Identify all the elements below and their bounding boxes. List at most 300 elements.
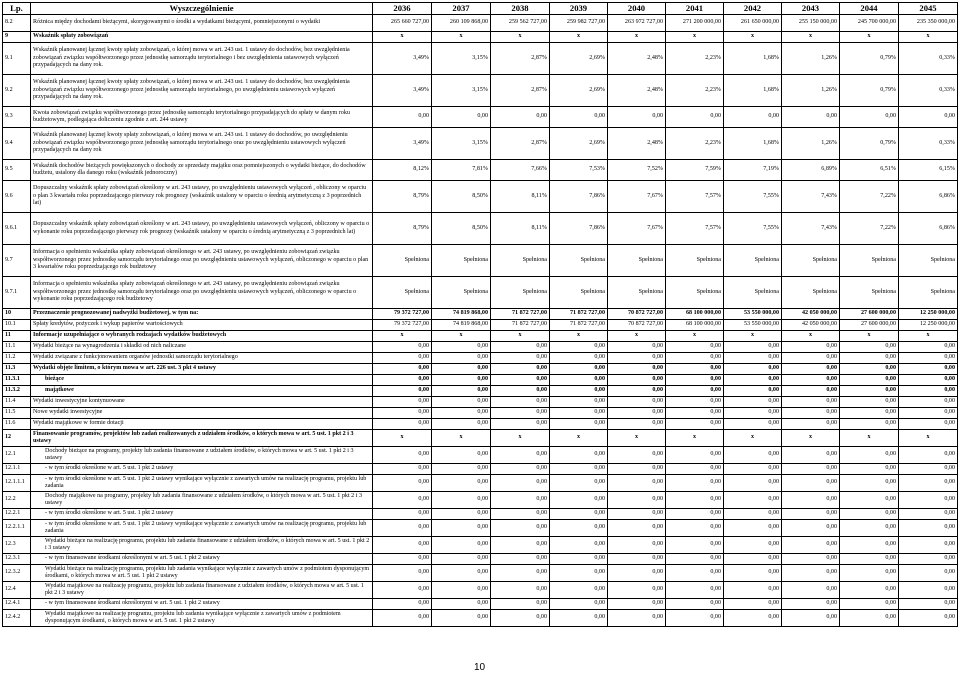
table-row bbox=[3, 520, 958, 537]
value-cell: 0,00 bbox=[550, 509, 608, 520]
value-cell: x bbox=[373, 32, 432, 43]
value-cell: 7,43% bbox=[782, 181, 840, 213]
value-cell: x bbox=[608, 331, 666, 342]
value-cell: 0,79% bbox=[840, 128, 899, 160]
value-cell: 74 819 868,00 bbox=[432, 320, 491, 331]
value-cell: 0,00 bbox=[432, 107, 491, 128]
value-cell: 0,00 bbox=[666, 375, 724, 386]
value-cell: 0,00 bbox=[899, 408, 958, 419]
value-cell: 0,00 bbox=[432, 475, 491, 492]
row-description: Spłaty kredytów, pożyczek i wykup papierów wartościowych bbox=[31, 320, 373, 331]
value-cell: 0,00 bbox=[724, 492, 782, 509]
row-description: bieżące bbox=[31, 375, 373, 386]
value-cell: 0,00 bbox=[782, 408, 840, 419]
value-cell: 7,55% bbox=[724, 213, 782, 245]
value-cell: 3,15% bbox=[432, 128, 491, 160]
value-cell: 0,00 bbox=[899, 599, 958, 610]
value-cell: 42 050 000,00 bbox=[782, 320, 840, 331]
value-cell: 0,00 bbox=[373, 408, 432, 419]
value-cell: 0,00 bbox=[608, 375, 666, 386]
value-cell: 0,00 bbox=[899, 386, 958, 397]
value-cell: 0,00 bbox=[373, 565, 432, 582]
value-cell: x bbox=[608, 32, 666, 43]
column-header-lp: Lp. bbox=[3, 3, 31, 15]
table-row bbox=[3, 475, 958, 492]
value-cell: 0,00 bbox=[432, 582, 491, 599]
value-cell: 0,00 bbox=[724, 386, 782, 397]
value-cell: 0,00 bbox=[782, 520, 840, 537]
value-cell: 0,00 bbox=[550, 492, 608, 509]
value-cell: Spełniona bbox=[608, 245, 666, 277]
table-row bbox=[3, 160, 958, 181]
value-cell: 0,00 bbox=[550, 419, 608, 430]
row-number: 12.3.2 bbox=[3, 565, 31, 582]
value-cell: 0,00 bbox=[373, 464, 432, 475]
row-number: 12.1 bbox=[3, 447, 31, 464]
value-cell: 7,66% bbox=[491, 160, 550, 181]
value-cell: 1,68% bbox=[724, 75, 782, 107]
value-cell: 0,00 bbox=[899, 610, 958, 627]
value-cell: 0,00 bbox=[666, 447, 724, 464]
value-cell: 0,00 bbox=[724, 475, 782, 492]
value-cell: 0,00 bbox=[608, 107, 666, 128]
column-header-year: 2038 bbox=[491, 3, 550, 15]
row-description: majątkowe bbox=[31, 386, 373, 397]
value-cell: 0,00 bbox=[724, 582, 782, 599]
value-cell: 0,00 bbox=[550, 342, 608, 353]
value-cell: 0,00 bbox=[608, 520, 666, 537]
value-cell: Spełniona bbox=[491, 245, 550, 277]
table-row bbox=[3, 599, 958, 610]
row-description: Informacje uzupełniające o wybranych rodzajach wydatków budżetowych bbox=[31, 331, 373, 342]
value-cell: 0,00 bbox=[782, 342, 840, 353]
row-description: Wskaźnik dochodów bieżących powiększonych o dochody ze sprzedaży majątku oraz pomniejszonych o wydatki bieżące, do dochodów budżetu, ustalony dla danego roku (wskaźnik jednoroczny) bbox=[31, 160, 373, 181]
row-description: Wydatki majątkowe na realizację programu, projektu lub zadania wynikające wyłącznie z zawartych umów z podmiotem dysponującym środkami, o których mowa w art. 5 ust. 1 pkt 2 ustawy bbox=[31, 610, 373, 627]
value-cell: 0,00 bbox=[724, 397, 782, 408]
value-cell: Spełniona bbox=[432, 277, 491, 309]
value-cell: 235 350 000,00 bbox=[899, 15, 958, 32]
value-cell: 71 872 727,00 bbox=[550, 309, 608, 320]
table-row bbox=[3, 32, 958, 43]
row-description: Dopuszczalny wskaźnik spłaty zobowiązań określony w art. 243 ustawy, po uwzględnieniu ustawowych wyłączeń , obliczony w oparciu o plan 3 kwartału roku poprzedzającego pierwszy rok prognozy (wskaźnik ustalony w oparciu o średnią arytmetyczną z 3 poprzednich lat) bbox=[31, 181, 373, 213]
value-cell: 0,00 bbox=[724, 520, 782, 537]
value-cell: 0,00 bbox=[840, 375, 899, 386]
column-header-year: 2042 bbox=[724, 3, 782, 15]
row-description: Kwota zobowiązań związku współtworzonego przez jednostkę samorządu terytorialnego przypadających do spłaty w danym roku budżetowym, podlegająca doliczeniu zgodnie z art. 244 ustawy bbox=[31, 107, 373, 128]
value-cell: 0,00 bbox=[724, 464, 782, 475]
value-cell: 0,00 bbox=[373, 509, 432, 520]
value-cell: 3,15% bbox=[432, 75, 491, 107]
row-description: Wydatki objęte limitem, o którym mowa w art. 226 ust. 3 pkt 4 ustawy bbox=[31, 364, 373, 375]
value-cell: 0,00 bbox=[782, 537, 840, 554]
table-row bbox=[3, 386, 958, 397]
value-cell: 0,00 bbox=[373, 386, 432, 397]
value-cell: 0,00 bbox=[782, 610, 840, 627]
table-row bbox=[3, 213, 958, 245]
value-cell: 0,00 bbox=[550, 554, 608, 565]
value-cell: 2,69% bbox=[550, 75, 608, 107]
value-cell: Spełniona bbox=[373, 245, 432, 277]
value-cell: 6,89% bbox=[782, 160, 840, 181]
value-cell: x bbox=[432, 430, 491, 447]
value-cell: 0,00 bbox=[899, 509, 958, 520]
value-cell: x bbox=[550, 331, 608, 342]
row-description: - w tym finansowane środkami określonymi w art. 5 ust. 1 pkt 2 ustawy bbox=[31, 599, 373, 610]
value-cell: 0,00 bbox=[550, 599, 608, 610]
value-cell: 0,00 bbox=[840, 419, 899, 430]
value-cell: 0,00 bbox=[840, 386, 899, 397]
row-number: 11.3 bbox=[3, 364, 31, 375]
value-cell: 265 660 727,00 bbox=[373, 15, 432, 32]
column-header-description: Wyszczególnienie bbox=[31, 3, 373, 15]
value-cell: Spełniona bbox=[432, 245, 491, 277]
value-cell: 0,00 bbox=[666, 107, 724, 128]
row-description: - w tym środki określone w art. 5 ust. 1 pkt 2 ustawy wynikające wyłącznie z zawartych umów na realizację programu, projektu lub zadania bbox=[31, 475, 373, 492]
value-cell: Spełniona bbox=[491, 277, 550, 309]
value-cell: 0,00 bbox=[432, 375, 491, 386]
value-cell: 0,00 bbox=[373, 375, 432, 386]
value-cell: 0,00 bbox=[782, 397, 840, 408]
row-number: 10.1 bbox=[3, 320, 31, 331]
value-cell: 0,00 bbox=[666, 408, 724, 419]
table-row bbox=[3, 408, 958, 419]
value-cell: 0,00 bbox=[666, 475, 724, 492]
value-cell: 0,00 bbox=[608, 353, 666, 364]
value-cell: 0,00 bbox=[373, 364, 432, 375]
value-cell: 0,00 bbox=[491, 492, 550, 509]
table-row bbox=[3, 397, 958, 408]
value-cell: Spełniona bbox=[608, 277, 666, 309]
table-row bbox=[3, 277, 958, 309]
value-cell: 2,48% bbox=[608, 128, 666, 160]
value-cell: 0,00 bbox=[491, 537, 550, 554]
value-cell: 8,50% bbox=[432, 181, 491, 213]
row-number: 11.2 bbox=[3, 353, 31, 364]
row-description: Informacja o spełnieniu wskaźnika spłaty zobowiązań określonego w art. 243 ustawy, po uwzględnieniu zobowiązań związku współtworzonego przez jednostkę samorządu terytorialnego oraz po uwzględnieniu ustawowych wyłączeń, obliczonego w oparciu o plan 3 kwartałów roku poprzedzającego rok budżetowy bbox=[31, 245, 373, 277]
row-description: Wydatki majątkowe w formie dotacji bbox=[31, 419, 373, 430]
value-cell: 2,87% bbox=[491, 75, 550, 107]
row-description: - w tym środki określone w art. 5 ust. 1 pkt 2 ustawy bbox=[31, 464, 373, 475]
value-cell: 0,00 bbox=[724, 599, 782, 610]
value-cell: 0,00 bbox=[666, 565, 724, 582]
row-number: 11.5 bbox=[3, 408, 31, 419]
value-cell: 0,00 bbox=[899, 364, 958, 375]
row-description: - w tym finansowane środkami określonymi w art. 5 ust. 1 pkt 2 ustawy bbox=[31, 554, 373, 565]
value-cell: 0,00 bbox=[491, 475, 550, 492]
row-description: Wydatki majątkowe na realizację programu, projektu lub zadania finansowane z udziałem środków, o których mowa w art. 5 ust. 1 pkt 2 i 3 ustawy bbox=[31, 582, 373, 599]
value-cell: 0,00 bbox=[666, 610, 724, 627]
value-cell: 0,00 bbox=[899, 554, 958, 565]
value-cell: x bbox=[432, 32, 491, 43]
value-cell: 2,87% bbox=[491, 43, 550, 75]
value-cell: 71 872 727,00 bbox=[491, 320, 550, 331]
value-cell: 0,00 bbox=[550, 364, 608, 375]
value-cell: 0,00 bbox=[899, 397, 958, 408]
value-cell: 0,00 bbox=[782, 364, 840, 375]
row-description: Wskaźnik planowanej łącznej kwoty spłaty zobowiązań, o której mowa w art. 243 ust. 1 ustawy do dochodów, po uwzględnieniu zobowiązań związku współtworzonego przez jednostkę samorządu terytorialnego oraz po uwzględnieniu ustawowych wyłączeń przypadających na dany rok bbox=[31, 128, 373, 160]
value-cell: Spełniona bbox=[899, 245, 958, 277]
table-row bbox=[3, 309, 958, 320]
value-cell: 0,00 bbox=[840, 582, 899, 599]
value-cell: 0,00 bbox=[491, 386, 550, 397]
value-cell: 7,43% bbox=[782, 213, 840, 245]
table-row bbox=[3, 43, 958, 75]
value-cell: 0,00 bbox=[899, 419, 958, 430]
table-row bbox=[3, 464, 958, 475]
value-cell: 0,00 bbox=[666, 554, 724, 565]
value-cell: 260 109 868,00 bbox=[432, 15, 491, 32]
value-cell: 53 550 000,00 bbox=[724, 320, 782, 331]
row-description: Wydatki inwestycyjne kontynuowane bbox=[31, 397, 373, 408]
value-cell: 0,00 bbox=[724, 610, 782, 627]
value-cell: 8,79% bbox=[373, 213, 432, 245]
value-cell: 7,57% bbox=[666, 213, 724, 245]
value-cell: 0,00 bbox=[724, 537, 782, 554]
row-description: Dochody bieżące na programy, projekty lub zadania finansowane z udziałem środków, o których mowa w art. 5 ust. 1 pkt 2 i 3 ustawy bbox=[31, 447, 373, 464]
value-cell: Spełniona bbox=[724, 277, 782, 309]
value-cell: 0,00 bbox=[432, 509, 491, 520]
value-cell: 0,00 bbox=[840, 610, 899, 627]
table-row bbox=[3, 582, 958, 599]
row-number: 9 bbox=[3, 32, 31, 43]
value-cell: 0,00 bbox=[724, 342, 782, 353]
value-cell: 7,57% bbox=[666, 181, 724, 213]
value-cell: x bbox=[491, 32, 550, 43]
row-number: 9.6.1 bbox=[3, 213, 31, 245]
value-cell: 0,00 bbox=[899, 582, 958, 599]
value-cell: 0,00 bbox=[840, 537, 899, 554]
value-cell: 27 600 000,00 bbox=[840, 320, 899, 331]
value-cell: Spełniona bbox=[899, 277, 958, 309]
value-cell: 42 050 000,00 bbox=[782, 309, 840, 320]
value-cell: 7,52% bbox=[608, 160, 666, 181]
value-cell: 0,00 bbox=[432, 464, 491, 475]
value-cell: x bbox=[491, 331, 550, 342]
value-cell: 0,00 bbox=[840, 107, 899, 128]
row-number: 12.4.2 bbox=[3, 610, 31, 627]
value-cell: 0,00 bbox=[432, 364, 491, 375]
value-cell: 0,00 bbox=[608, 447, 666, 464]
value-cell: 0,00 bbox=[432, 397, 491, 408]
table-body bbox=[3, 15, 958, 627]
value-cell: 0,00 bbox=[724, 554, 782, 565]
value-cell: 0,00 bbox=[840, 364, 899, 375]
value-cell: 0,00 bbox=[782, 509, 840, 520]
value-cell: 79 372 727,00 bbox=[373, 309, 432, 320]
value-cell: 0,00 bbox=[724, 364, 782, 375]
value-cell: 0,00 bbox=[608, 342, 666, 353]
value-cell: 3,15% bbox=[432, 43, 491, 75]
value-cell: 0,00 bbox=[432, 408, 491, 419]
row-description: Wskaźnik spłaty zobowiązań bbox=[31, 32, 373, 43]
value-cell: 0,00 bbox=[608, 599, 666, 610]
value-cell: 0,00 bbox=[724, 353, 782, 364]
row-description: Różnica między dochodami bieżącymi, skorygowanymi o środki a wydatkami bieżącymi, pomniejszonymi o wydatki bbox=[31, 15, 373, 32]
table-row bbox=[3, 331, 958, 342]
value-cell: 0,00 bbox=[666, 492, 724, 509]
value-cell: 0,00 bbox=[840, 475, 899, 492]
value-cell: 261 650 000,00 bbox=[724, 15, 782, 32]
value-cell: 0,00 bbox=[432, 447, 491, 464]
value-cell: 0,00 bbox=[373, 397, 432, 408]
row-number: 9.2 bbox=[3, 75, 31, 107]
row-number: 12.3.1 bbox=[3, 554, 31, 565]
column-header-year: 2039 bbox=[550, 3, 608, 15]
value-cell: 2,48% bbox=[608, 43, 666, 75]
column-header-year: 2037 bbox=[432, 3, 491, 15]
value-cell: 70 872 727,00 bbox=[608, 309, 666, 320]
table-row bbox=[3, 537, 958, 554]
row-description: Finansowanie programów, projektów lub zadań realizowanych z udziałem środków, o których mowa w art. 5 ust. 1 pkt 2 i 3 ustawy bbox=[31, 430, 373, 447]
value-cell: 0,00 bbox=[608, 464, 666, 475]
value-cell: 263 972 727,00 bbox=[608, 15, 666, 32]
value-cell: 0,33% bbox=[899, 43, 958, 75]
column-header-year: 2036 bbox=[373, 3, 432, 15]
value-cell: x bbox=[432, 331, 491, 342]
value-cell: x bbox=[782, 32, 840, 43]
value-cell: Spełniona bbox=[550, 277, 608, 309]
row-description: Nowe wydatki inwestycyjne bbox=[31, 408, 373, 419]
value-cell: x bbox=[899, 32, 958, 43]
value-cell: 0,00 bbox=[550, 464, 608, 475]
value-cell: Spełniona bbox=[666, 245, 724, 277]
value-cell: 0,00 bbox=[840, 408, 899, 419]
value-cell: 0,79% bbox=[840, 75, 899, 107]
row-description: - w tym środki określone w art. 5 ust. 1 pkt 2 ustawy bbox=[31, 509, 373, 520]
value-cell: 0,00 bbox=[899, 492, 958, 509]
value-cell: 0,00 bbox=[432, 353, 491, 364]
table-row bbox=[3, 430, 958, 447]
value-cell: 3,49% bbox=[373, 75, 432, 107]
value-cell: x bbox=[550, 32, 608, 43]
value-cell: 0,00 bbox=[373, 554, 432, 565]
value-cell: 0,00 bbox=[840, 397, 899, 408]
value-cell: 0,00 bbox=[550, 107, 608, 128]
value-cell: 0,00 bbox=[432, 537, 491, 554]
value-cell: 0,00 bbox=[840, 342, 899, 353]
row-number: 12.4.1 bbox=[3, 599, 31, 610]
value-cell: 0,00 bbox=[432, 610, 491, 627]
value-cell: 0,00 bbox=[491, 447, 550, 464]
value-cell: 259 562 727,00 bbox=[491, 15, 550, 32]
value-cell: 7,19% bbox=[724, 160, 782, 181]
row-number: 9.1 bbox=[3, 43, 31, 75]
row-number: 11.6 bbox=[3, 419, 31, 430]
value-cell: 0,00 bbox=[666, 397, 724, 408]
value-cell: 0,00 bbox=[782, 107, 840, 128]
value-cell: 0,00 bbox=[666, 464, 724, 475]
value-cell: 7,22% bbox=[840, 181, 899, 213]
value-cell: x bbox=[550, 430, 608, 447]
value-cell: Spełniona bbox=[373, 277, 432, 309]
value-cell: 0,00 bbox=[432, 342, 491, 353]
value-cell: 2,48% bbox=[608, 75, 666, 107]
value-cell: x bbox=[491, 430, 550, 447]
value-cell: 68 100 000,00 bbox=[666, 309, 724, 320]
value-cell: 0,00 bbox=[608, 537, 666, 554]
row-number: 11 bbox=[3, 331, 31, 342]
value-cell: x bbox=[899, 331, 958, 342]
value-cell: 255 150 000,00 bbox=[782, 15, 840, 32]
value-cell: 0,00 bbox=[373, 419, 432, 430]
table-row bbox=[3, 15, 958, 32]
value-cell: 0,00 bbox=[840, 447, 899, 464]
value-cell: 0,00 bbox=[782, 565, 840, 582]
value-cell: 7,86% bbox=[550, 213, 608, 245]
value-cell: 0,00 bbox=[666, 342, 724, 353]
row-description: Informacja o spełnieniu wskaźnika spłaty zobowiązań określonego w art. 243 ustawy, po uwzględnieniu zobowiązań związku współtworzonego przez jednostkę samorządu terytorialnego oraz po uwzględnieniu ustawowych wyłączeń, obliczonego w oparciu o wykonanie roku poprzedzającego rok budżetowy bbox=[31, 277, 373, 309]
value-cell: 0,00 bbox=[724, 447, 782, 464]
value-cell: 0,00 bbox=[724, 107, 782, 128]
value-cell: 0,00 bbox=[373, 447, 432, 464]
value-cell: 0,00 bbox=[491, 408, 550, 419]
value-cell: 0,00 bbox=[491, 107, 550, 128]
value-cell: 0,00 bbox=[491, 364, 550, 375]
table-row bbox=[3, 375, 958, 386]
value-cell: 0,00 bbox=[782, 375, 840, 386]
value-cell: x bbox=[840, 32, 899, 43]
value-cell: 0,00 bbox=[432, 565, 491, 582]
row-description: Wydatki związane z funkcjonowaniem organów jednostki samorządu terytorialnego bbox=[31, 353, 373, 364]
value-cell: 0,79% bbox=[840, 43, 899, 75]
value-cell: 0,00 bbox=[666, 419, 724, 430]
value-cell: 0,00 bbox=[373, 537, 432, 554]
column-header-year: 2041 bbox=[666, 3, 724, 15]
row-description: Wydatki bieżące na realizację programu, projektu lub zadania finansowane z udziałem środków, o których mowa w art. 5 ust. 1 pkt 2 i 3 ustawy bbox=[31, 537, 373, 554]
value-cell: 0,00 bbox=[782, 464, 840, 475]
table-row bbox=[3, 610, 958, 627]
table-header-row bbox=[3, 3, 958, 15]
row-description: Wydatki bieżące na wynagrodzenia i składki od nich naliczane bbox=[31, 342, 373, 353]
value-cell: x bbox=[782, 430, 840, 447]
value-cell: 0,00 bbox=[373, 582, 432, 599]
value-cell: 259 982 727,00 bbox=[550, 15, 608, 32]
value-cell: 0,00 bbox=[899, 475, 958, 492]
value-cell: x bbox=[782, 331, 840, 342]
table-row bbox=[3, 107, 958, 128]
value-cell: 0,00 bbox=[666, 582, 724, 599]
value-cell: 0,00 bbox=[432, 419, 491, 430]
value-cell: 0,00 bbox=[550, 520, 608, 537]
row-number: 9.4 bbox=[3, 128, 31, 160]
value-cell: 0,00 bbox=[491, 610, 550, 627]
value-cell: Spełniona bbox=[840, 245, 899, 277]
value-cell: 0,00 bbox=[608, 364, 666, 375]
value-cell: 0,00 bbox=[491, 554, 550, 565]
table-row bbox=[3, 342, 958, 353]
value-cell: 71 872 727,00 bbox=[550, 320, 608, 331]
row-number: 9.5 bbox=[3, 160, 31, 181]
value-cell: 0,00 bbox=[491, 509, 550, 520]
value-cell: 0,33% bbox=[899, 128, 958, 160]
value-cell: 0,00 bbox=[840, 554, 899, 565]
row-number: 11.3.1 bbox=[3, 375, 31, 386]
value-cell: 0,00 bbox=[491, 397, 550, 408]
value-cell: 8,79% bbox=[373, 181, 432, 213]
value-cell: 0,00 bbox=[373, 599, 432, 610]
table-row bbox=[3, 75, 958, 107]
table-row bbox=[3, 364, 958, 375]
value-cell: x bbox=[666, 430, 724, 447]
table-row bbox=[3, 128, 958, 160]
value-cell: 0,00 bbox=[666, 599, 724, 610]
value-cell: 0,00 bbox=[899, 464, 958, 475]
value-cell: 0,00 bbox=[724, 419, 782, 430]
value-cell: 0,00 bbox=[899, 342, 958, 353]
value-cell: 12 250 000,00 bbox=[899, 320, 958, 331]
row-number: 12.1.1 bbox=[3, 464, 31, 475]
value-cell: 0,00 bbox=[491, 342, 550, 353]
